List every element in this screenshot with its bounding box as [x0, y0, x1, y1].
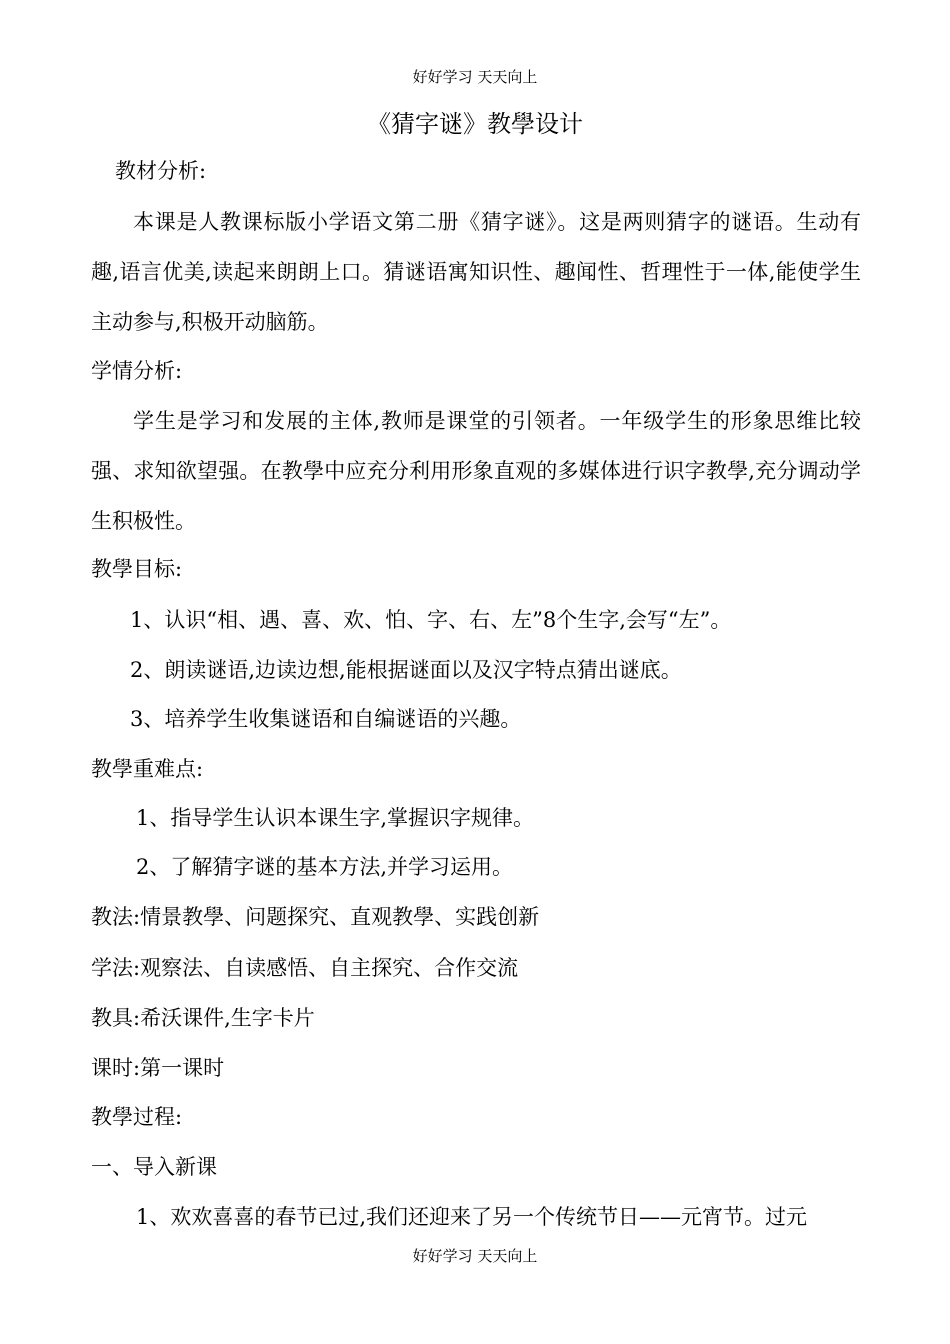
page-footer: 好好学习 天天向上 [412, 1247, 538, 1265]
step-one-heading: 一、导入新课 [91, 1155, 217, 1179]
material-analysis-paragraph: 本课是人教课标版小学语文第二册《猜字谜》。这是两则猜字的谜语。生动有趣,语言优美,读起来朗朗上口。猜谜语寓知识性、趣闻性、哲理性于一体,能使学生主动参与,积极开动脑筋。 [91, 210, 861, 334]
page-header: 好好学习 天天向上 [412, 68, 538, 86]
teaching-methods: 教法:情景教學、问题探究、直观教學、实践创新 [91, 905, 540, 929]
student-analysis-paragraph: 学生是学习和发展的主体,教师是课堂的引领者。一年级学生的形象思维比较强、求知欲望强。在教學中应充分利用形象直观的多媒体进行识字教學,充分调动学生积极性。 [91, 409, 861, 533]
learning-methods: 学法:观察法、自读感悟、自主探究、合作交流 [91, 956, 519, 980]
goal-item: 1、认识“相、遇、喜、欢、怕、字、右、左”8个生字,会写“左”。 [130, 608, 732, 632]
key-point-item: 2、了解猜字谜的基本方法,并学习运用。 [136, 855, 514, 879]
teaching-tools: 教具:希沃课件,生字卡片 [91, 1006, 315, 1030]
goal-item: 3、培养学生收集谜语和自编谜语的兴趣。 [130, 707, 522, 731]
step-one-item: 1、欢欢喜喜的春节已过,我们还迎来了另一个传统节日——元宵节。过元 [136, 1205, 808, 1229]
student-analysis-heading: 学情分析: [91, 359, 183, 383]
class-period: 课时:第一课时 [91, 1056, 225, 1080]
material-analysis-heading: 教材分析: [115, 159, 207, 183]
goal-item: 2、朗读谜语,边读边想,能根据谜面以及汉字特点猜出谜底。 [130, 658, 682, 682]
document-title: 《猜字谜》教學设计 [367, 110, 583, 138]
key-points-heading: 教學重难点: [91, 757, 204, 781]
teaching-goals-heading: 教學目标: [91, 557, 183, 581]
teaching-process-heading: 教學过程: [91, 1105, 183, 1129]
key-point-item: 1、指导学生认识本课生字,掌握识字规律。 [136, 806, 535, 830]
